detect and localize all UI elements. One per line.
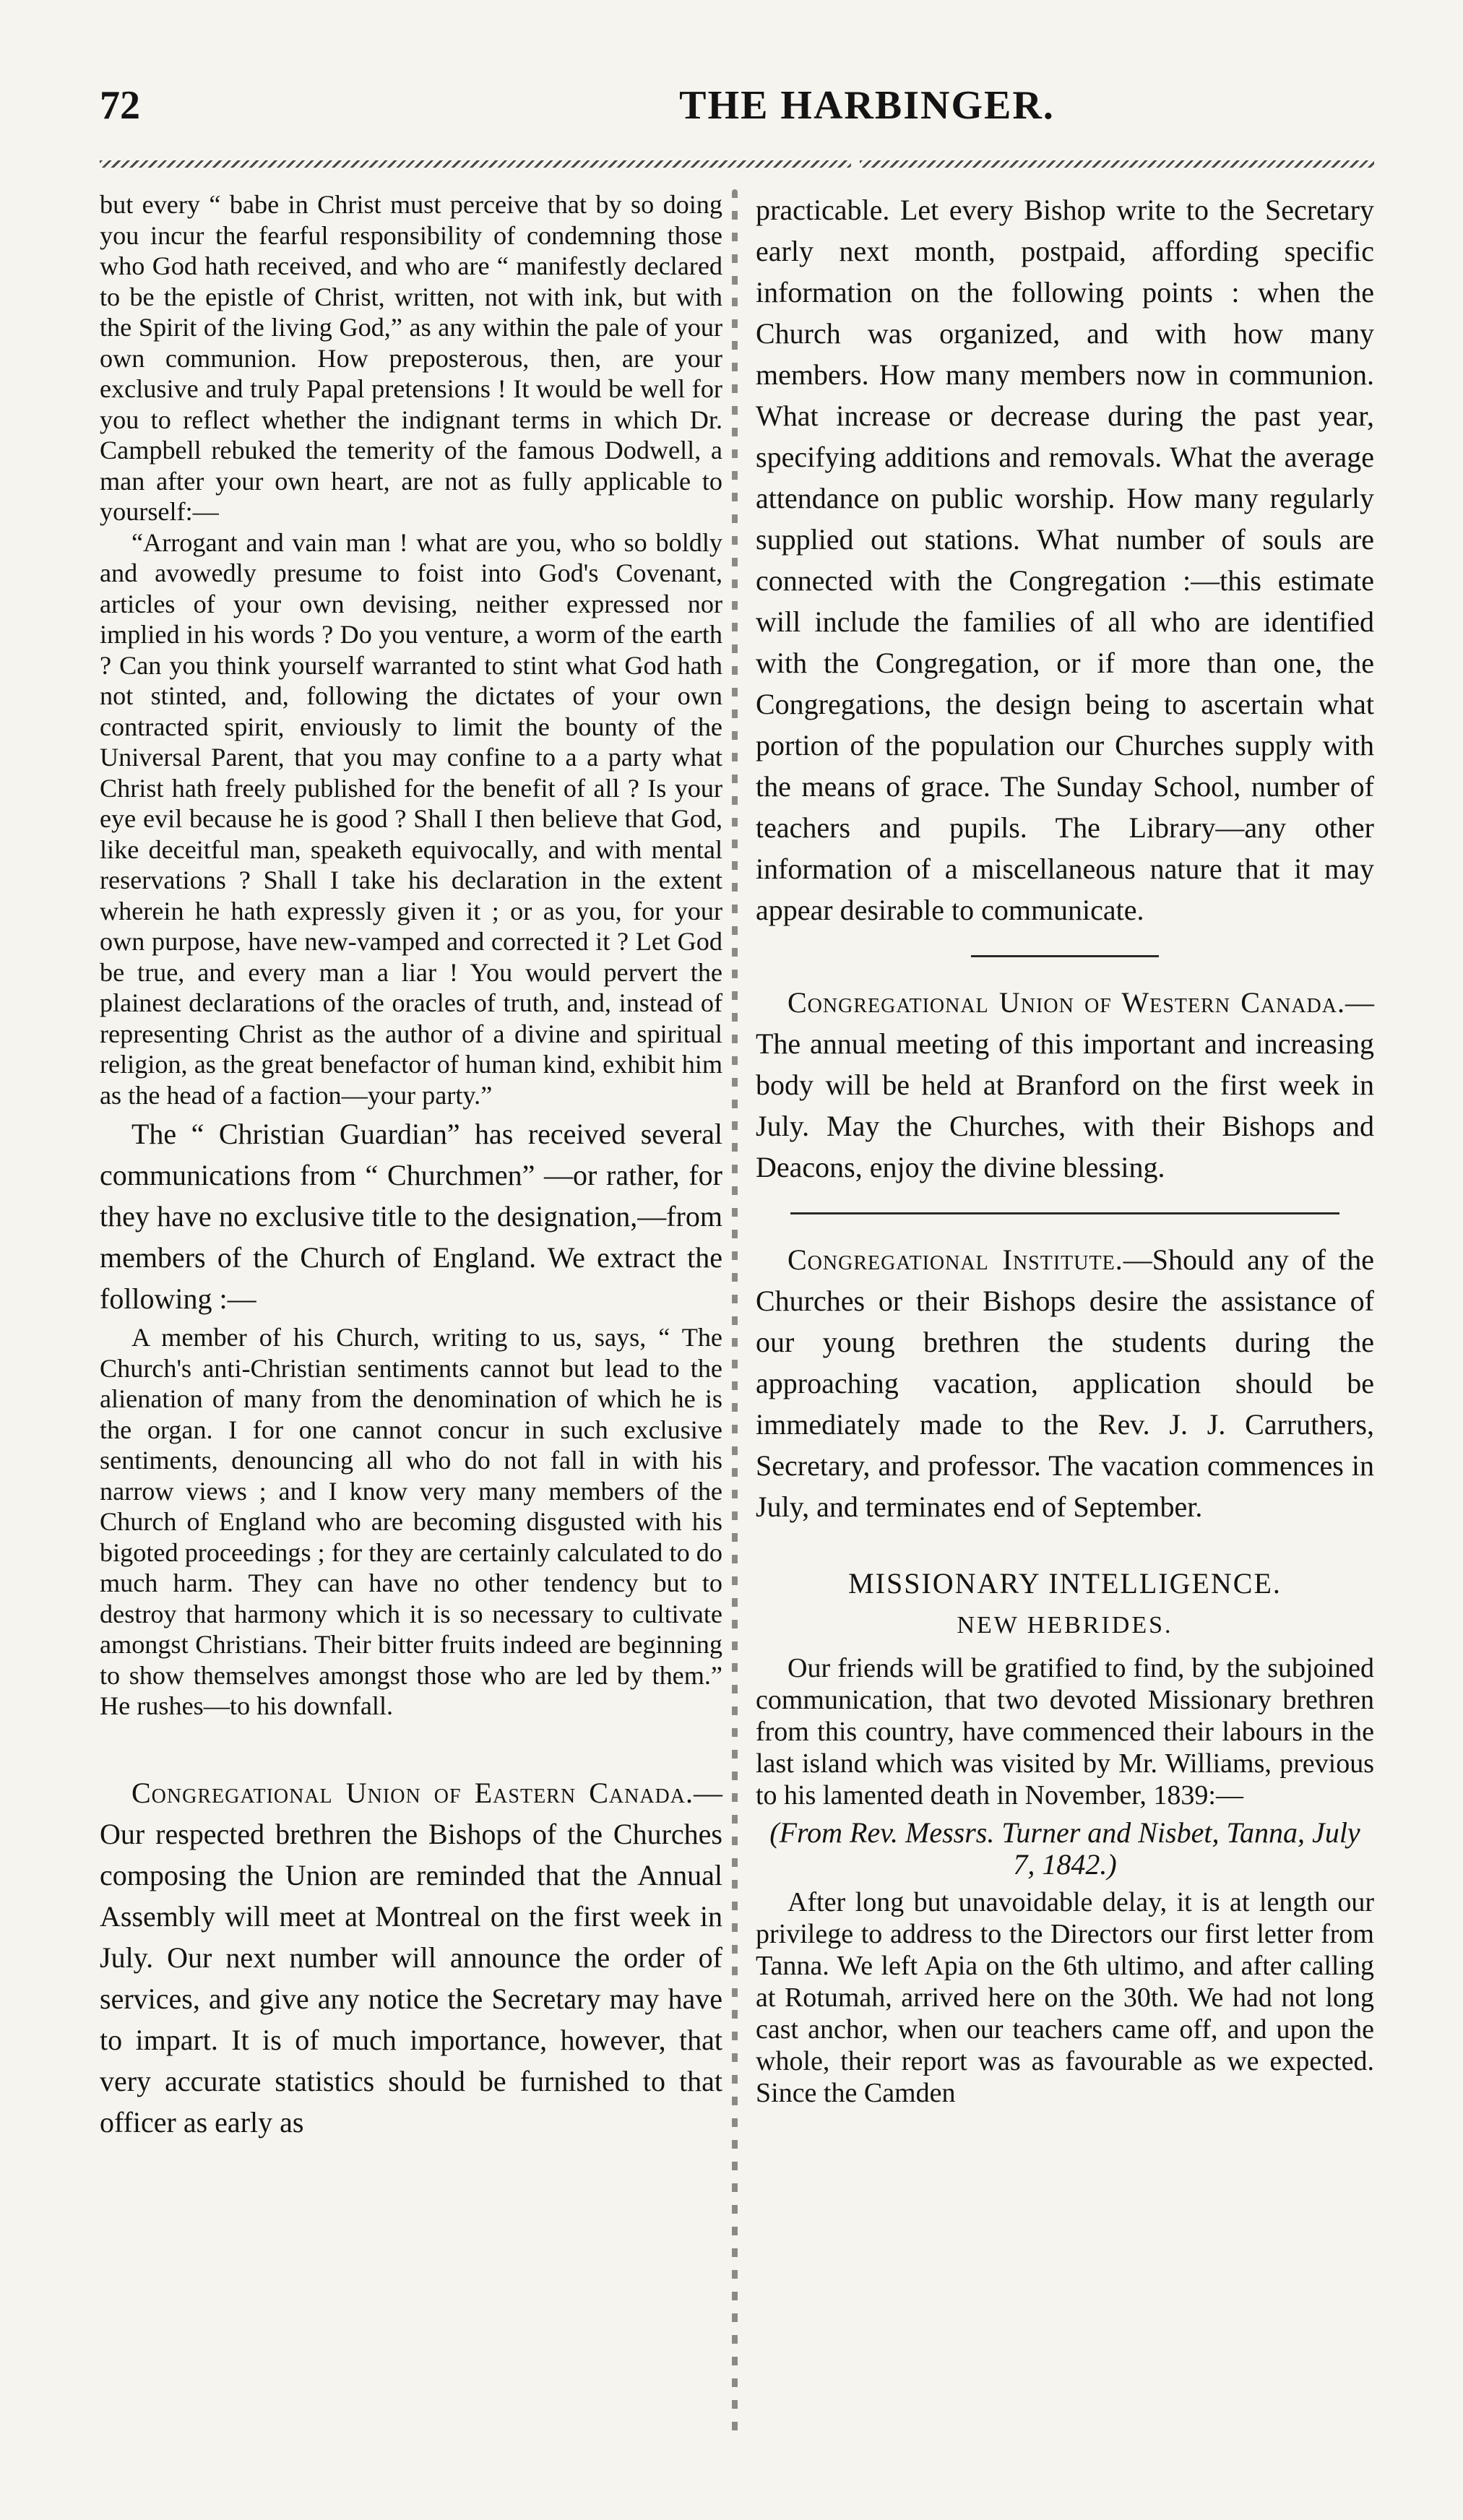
missionary-intro-paragraph: Our friends will be gratified to find, by the subjoined communication, that two devoted Missionary brethren from this country, have commenced their labours in the last island which was visited by Mr. Williams, previous to his lamented death in November, 1839:—	[756, 1653, 1374, 1811]
institute-notice	[756, 1239, 1374, 1527]
page-number: 72	[100, 83, 140, 128]
christian-guardian-paragraph: The “ Christian Guardian” has received several communications from “ Churchmen” —or rather, for they have no exclusive title to the designation,—from members of the Church of England. We extract the following :—	[100, 1118, 722, 1315]
western-canada-heading: Congregational Union of Western Canada.	[787, 986, 1345, 1019]
right-column	[756, 189, 1374, 2109]
page-header	[0, 0, 1463, 166]
letter-source-line: (From Rev. Messrs. Turner and Nisbet, Tanna, July 7, 1842.)	[769, 1816, 1360, 1881]
header-rule-left	[100, 160, 851, 168]
left-paragraph-1: but every “ babe in Christ must perceive that by so doing you incur the fearful responsibility of condemning those who God hath received, and who are “ manifestly declared to be the epistle of Christ, written, not with ink, but with the Spirit of the living God,” as any within the pale of your own communion. How preposterous, then, are your exclusive and truly Papal pretensions ! It would be well for you to reflect whether the indignant terms in which Dr. Campbell rebuked the temerity of the famous Dodwell, a man after your own heart, are not as fully applicable to yourself:—	[100, 190, 722, 526]
western-canada-body: —The annual meeting of this important and increasing body will be held at Branford on the first week in July. May the Churches, with their Bishops and Deacons, enjoy the divine blessing.	[756, 986, 1374, 1183]
new-hebrides-heading: NEW HEBRIDES.	[957, 1612, 1173, 1639]
running-title: THE HARBINGER.	[679, 83, 1055, 128]
column-divider	[732, 189, 738, 2436]
church-member-letter: A member of his Church, writing to us, says, “ The Church's anti-Christian sentiments cannot but lead to the alienation of many from the denomination of which he is the organ. I for one cannot concur in such exclusive sentiments, denouncing all who do not fall in with his narrow views ; and I know very many members of the Church of England who are becoming disgusted with his bigoted proceedings ; for they are certainly calculated to do much harm. They can have no other tendency but to destroy that harmony which it is so necessary to cultivate amongst Christians. Their bitter fruits indeed are beginning to show themselves amongst those who are led by them.” He rushes—to his downfall.	[100, 1323, 722, 1720]
left-column	[100, 189, 722, 2143]
eastern-canada-heading: Congregational Union of Eastern Canada.	[131, 1776, 694, 1809]
campbell-quotation: “Arrogant and vain man ! what are you, who so boldly and avowedly presume to foist into God's Covenant, articles of your own devising, neither expressed nor implied in his words ? Do you venture, a worm of the earth ? Can you think yourself warranted to stint what God hath not stinted, and, following the dictates of your own contracted spirit, enviously to limit the bounty of the Universal Parent, that you may confine to a a party what Christ hath freely published for the benefit of all ? Is your eye evil because he is good ? Shall I then believe that God, like deceitful man, speaketh equivocally, and with mental reservations ? Shall I take his declaration in the extent wherein he hath expressly given it ; or as you, for your own purpose, have new-vamped and corrected it ? Let God be true, and every man a liar ! You would pervert the plainest declarations of the oracles of truth, and, instead of representing Christ as the author of a divine and spiritual religion, as the great benefactor of human kind, exhibit him as the head of a faction—your party.”	[100, 527, 722, 1110]
header-rule-right	[860, 160, 1374, 168]
institute-heading: Congregational Institute.	[787, 1243, 1123, 1276]
western-canada-notice	[756, 982, 1374, 1188]
missionary-intelligence-heading: MISSIONARY INTELLIGENCE.	[848, 1567, 1282, 1600]
statistics-paragraph: practicable. Let every Bishop write to the Secretary early next month, postpaid, affording specific information on the following points : when the Church was organized, and with how many members. How many members now in communion. What increase or decrease during the past year, specifying additions and removals. What the average attendance on public worship. How many regularly supplied out stations. What number of souls are connected with the Congregation :—this estimate will include the families of all who are identified with the Congregation, or if more than one, the Congregations, the design being to ascertain what portion of the population our Churches supply with the means of grace. The Sunday School, number of teachers and pupils. The Library—any other information of a miscellaneous nature that it may appear desirable to communicate.	[756, 194, 1374, 926]
section-rule	[790, 1212, 1339, 1214]
tanna-letter-paragraph: After long but unavoidable delay, it is at length our privilege to address to the Directors our first letter from Tanna. We left Apia on the 6th ultimo, and after calling at Rotumah, arrived here on the 30th. We had not long cast anchor, when our teachers came off, and upon the whole, their report was as favourable as we expected. Since the Camden	[756, 1887, 1374, 2108]
section-rule	[971, 955, 1159, 957]
institute-body: —Should any of the Churches or their Bishops desire the assistance of our young brethren the students during the approaching vacation, application should be immediately made to the Rev. J. J. Carruthers, Secretary, and professor. The vacation commences in July, and terminates end of September.	[756, 1243, 1374, 1523]
eastern-canada-notice	[100, 1772, 722, 2143]
eastern-canada-body: —Our respected brethren the Bishops of the Churches composing the Union are reminded that the Annual Assembly will meet at Montreal on the first week in July. Our next number will announce the order of services, and give any notice the Secretary may have to impart. It is of much importance, however, that very accurate statistics should be furnished to that officer as early as	[100, 1776, 722, 2139]
